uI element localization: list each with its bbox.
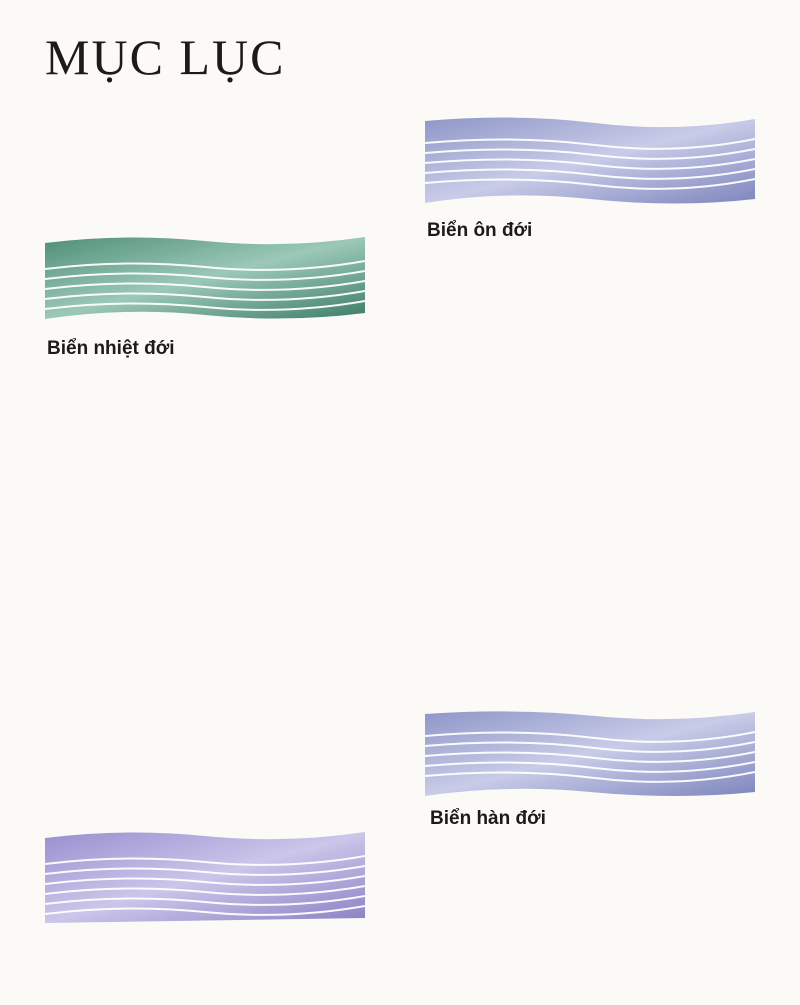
blue-water-band-middle	[425, 708, 755, 800]
heading-tropical: Biển nhiệt đới	[47, 338, 175, 359]
purple-water-band	[45, 828, 365, 923]
green-water-band	[45, 233, 365, 323]
page-title: MỤC LỤC	[45, 29, 286, 85]
heading-temperate: Biển ôn đới	[427, 220, 533, 241]
heading-polar: Biển hàn đới	[430, 808, 546, 829]
blue-water-band-top	[425, 113, 755, 208]
